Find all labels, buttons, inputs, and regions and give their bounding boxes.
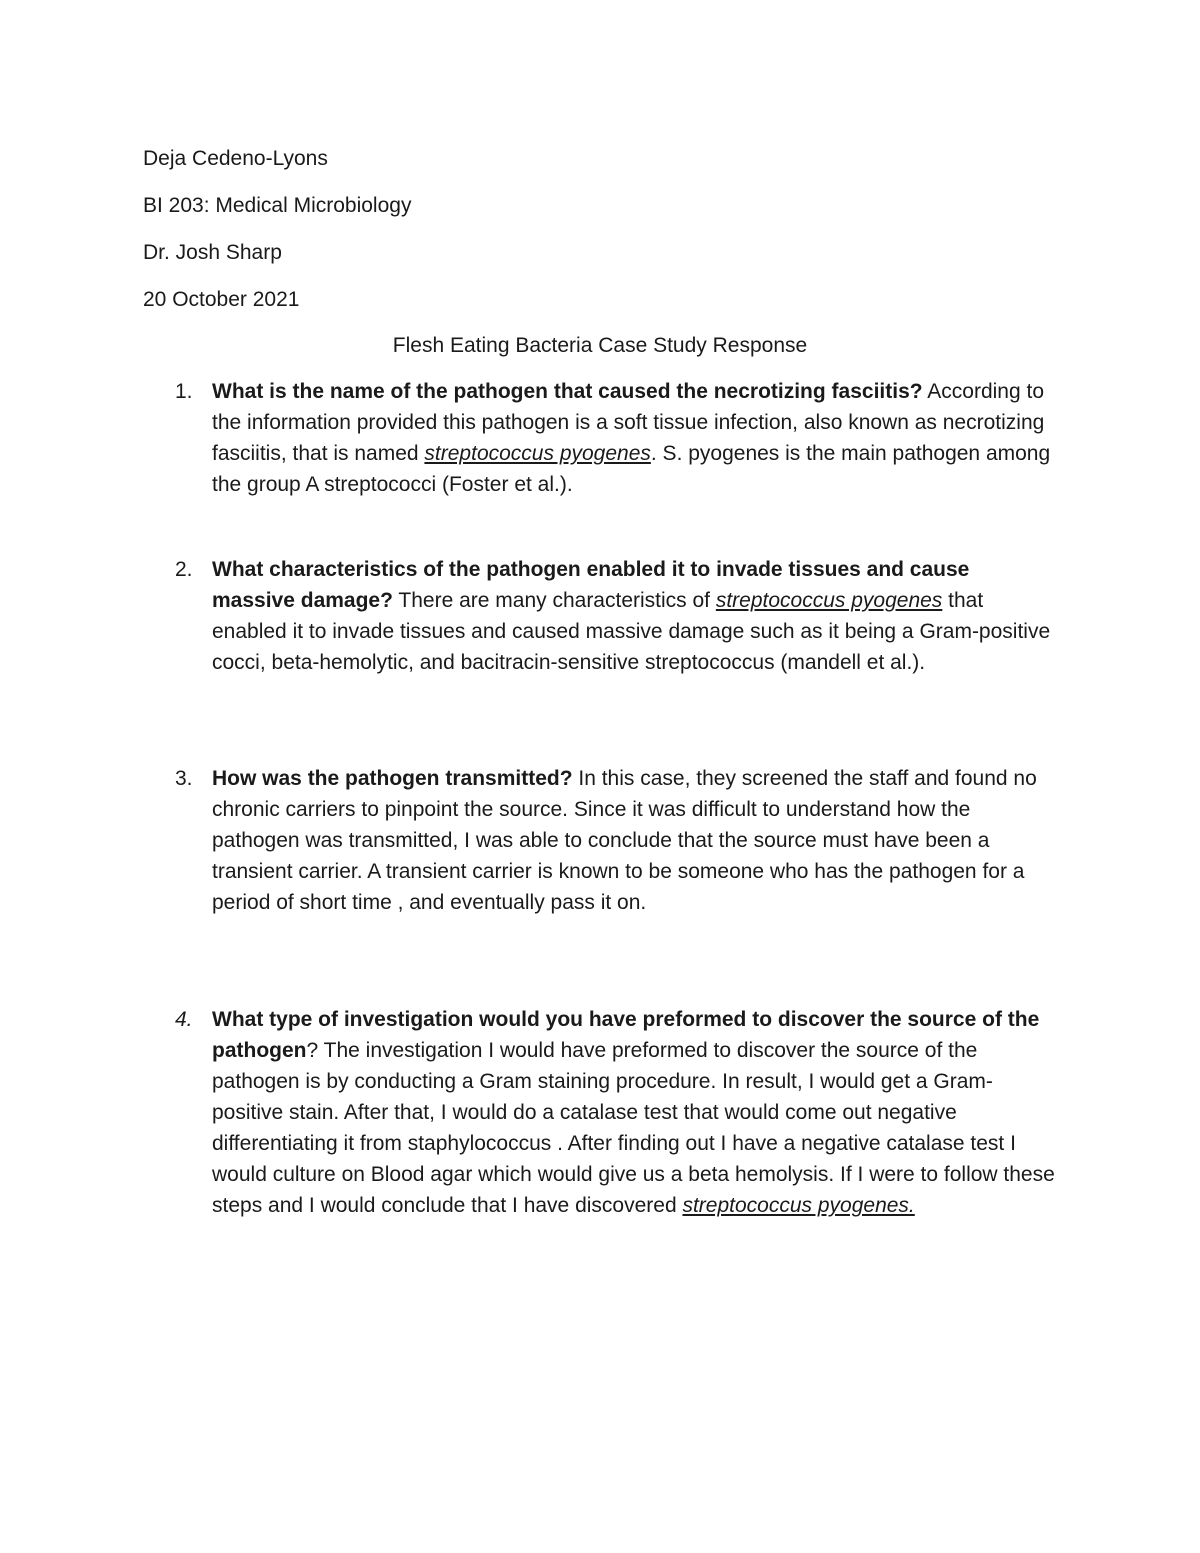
answer-text: According to the information provided this pathogen is a soft tissue infection, also known as necrotizing fasciitis, that is named	[212, 380, 1045, 465]
author-name: Deja Cedeno-Lyons	[143, 147, 328, 170]
answer-text: In this case, they screened the staff and found no chronic carriers to pinpoint the source. Since it was difficult to understand how the pathogen was transmitted, I was able to conclude that the source must have been a transient carrier. A transient carrier is known to be someone who has the pathogen for a period of short time , and eventually pass it on.	[212, 767, 1037, 914]
question-item-1	[143, 376, 1063, 500]
item-number: 1.	[175, 380, 193, 403]
course-name: BI 203: Medical Microbiology	[143, 194, 412, 217]
document-date: 20 October 2021	[143, 288, 300, 311]
species-name: streptococcus pyogenes	[715, 589, 943, 612]
question-text: What is the name of the pathogen that caused the necrotizing fasciitis?	[212, 380, 923, 403]
document-title: Flesh Eating Bacteria Case Study Response	[392, 334, 808, 357]
answer-text: There are many characteristics of	[392, 589, 716, 612]
item-number: 2.	[175, 558, 193, 581]
question-text: How was the pathogen transmitted?	[212, 767, 573, 790]
answer-text: ? The investigation I would have preformed to discover the source of the pathogen is by conducting a Gram staining procedure. In result, I would get a Gram-positive stain. After that, I would do a catalase test that would come out negative differentiating it from staphylococcus . After finding out I have a negative catalase test I would culture on Blood agar which would give us a beta hemolysis. If I were to follow these steps and I would conclude that I have discovered	[212, 1039, 1055, 1217]
item-number: 4.	[175, 1008, 193, 1031]
answer-text-continued: . S. pyogenes is the main pathogen among the group A streptococci (Foster et al.).	[212, 442, 1051, 496]
item-body	[212, 763, 1057, 918]
item-body	[212, 376, 1057, 500]
item-body	[212, 554, 1057, 678]
question-item-4	[143, 1004, 1063, 1221]
question-item-3	[143, 763, 1063, 918]
question-text: What type of investigation would you have preformed to discover the source of the pathogen	[212, 1008, 1040, 1062]
answer-text-continued: that enabled it to invade tissues and caused massive damage such as it being a Gram-positive cocci, beta-hemolytic, and bacitracin-sensitive streptococcus (mandell et al.).	[212, 589, 1051, 674]
species-name: streptococcus pyogenes.	[682, 1194, 915, 1217]
question-text: What characteristics of the pathogen enabled it to invade tissues and cause massive damage?	[212, 558, 970, 612]
question-item-2	[143, 554, 1063, 678]
item-number: 3.	[175, 767, 193, 790]
item-body	[212, 1004, 1057, 1221]
species-name: streptococcus pyogenes	[424, 442, 651, 465]
instructor-name: Dr. Josh Sharp	[143, 241, 282, 264]
